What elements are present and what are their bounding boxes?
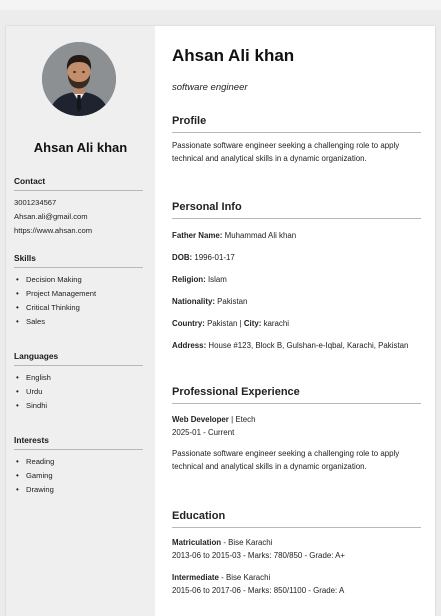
job-role: Web Developer: [172, 415, 229, 424]
father-name-label: Father Name:: [172, 231, 223, 240]
experience-description: Passionate software engineer seeking a challenging role to apply technical and analytical skills in a dynamic organization.: [172, 449, 400, 471]
separator: |: [231, 415, 234, 424]
dob-label: DOB:: [172, 253, 193, 262]
education-level: Matriculation: [172, 538, 222, 547]
website-link[interactable]: https://www.ahsan.com: [14, 226, 93, 235]
avatar: [42, 42, 116, 116]
nationality-row: [172, 296, 421, 309]
address-value: House #123, Block B, Gulshan-e-Iqbal, Karachi, Pakistan: [208, 341, 409, 350]
dob-value: 1996-01-17: [194, 253, 235, 262]
education-item: [172, 572, 421, 585]
profile-section: [172, 115, 421, 165]
skills-list: [14, 273, 143, 329]
experience-role-row: [172, 414, 421, 427]
address-label: Address:: [172, 341, 207, 350]
country-city-row: [172, 318, 421, 331]
city-value: karachi: [263, 319, 289, 328]
nationality-label: Nationality:: [172, 297, 215, 306]
email-address[interactable]: Ahsan.ali@gmail.com: [14, 212, 88, 221]
education-details: 2013-06 to 2015-03 - Marks: 780/850 - Grade: A+: [172, 551, 346, 560]
resume-page: [6, 26, 435, 616]
skills-section: [14, 253, 143, 329]
list-item: • Urdu: [14, 385, 143, 399]
list-item: • Project Management: [14, 287, 143, 301]
profile-text: Passionate software engineer seeking a challenging role to apply technical and analytical skills in a dynamic organization.: [172, 141, 400, 163]
top-bar: [0, 0, 441, 10]
dash: -: [221, 573, 224, 582]
list-item: • Decision Making: [14, 273, 143, 287]
contact-heading: Contact: [14, 176, 143, 191]
experience-dates: 2025-01 - Current: [172, 428, 235, 437]
religion-value: Islam: [207, 275, 227, 284]
religion-row: [172, 274, 421, 287]
list-item: • Reading: [14, 455, 143, 469]
dash: -: [223, 538, 226, 547]
contact-section: [14, 176, 143, 238]
city-label: City:: [243, 319, 262, 328]
religion-label: Religion:: [172, 275, 206, 284]
sidebar-name: Ahsan Ali khan: [33, 140, 128, 155]
experience-heading: Professional Experience: [172, 386, 421, 404]
experience-section: [172, 386, 421, 410]
list-item: • Sindhi: [14, 399, 143, 413]
list-item: • Drawing: [14, 483, 143, 497]
education-section: [172, 510, 421, 534]
profile-photo-icon: [42, 42, 116, 116]
company-name: Etech: [235, 415, 256, 424]
education-item: [172, 537, 421, 550]
list-item: • Gaming: [14, 469, 143, 483]
father-name-row: [172, 230, 421, 243]
phone-number: 3001234567: [14, 198, 57, 207]
profile-heading: Profile: [172, 115, 421, 133]
personal-info-section: [172, 201, 421, 225]
personal-info-heading: Personal Info: [172, 201, 421, 219]
country-label: Country:: [172, 319, 205, 328]
job-title: software engineer: [172, 82, 248, 93]
address-row: [172, 340, 421, 353]
country-value: Pakistan: [207, 319, 238, 328]
interests-heading: Interests: [14, 435, 143, 450]
father-name-value: Muhammad Ali khan: [224, 231, 297, 240]
education-institute: Bise Karachi: [225, 573, 271, 582]
education-institute: Bise Karachi: [228, 538, 273, 547]
interests-list: [14, 455, 143, 497]
languages-list: [14, 371, 143, 413]
list-item: • Critical Thinking: [14, 301, 143, 315]
nationality-value: Pakistan: [217, 297, 248, 306]
list-item: • English: [14, 371, 143, 385]
dob-row: [172, 252, 421, 265]
education-level: Intermediate: [172, 573, 219, 582]
education-details: 2015-06 to 2017-06 - Marks: 850/1100 - Grade: A: [172, 586, 345, 595]
list-item: • Sales: [14, 315, 143, 329]
languages-heading: Languages: [14, 351, 143, 366]
separator: |: [239, 319, 242, 328]
interests-section: [14, 435, 143, 497]
skills-heading: Skills: [14, 253, 143, 268]
page-title: Ahsan Ali khan: [172, 46, 295, 65]
languages-section: [14, 351, 143, 413]
sidebar: [6, 26, 155, 616]
education-heading: Education: [172, 510, 421, 528]
